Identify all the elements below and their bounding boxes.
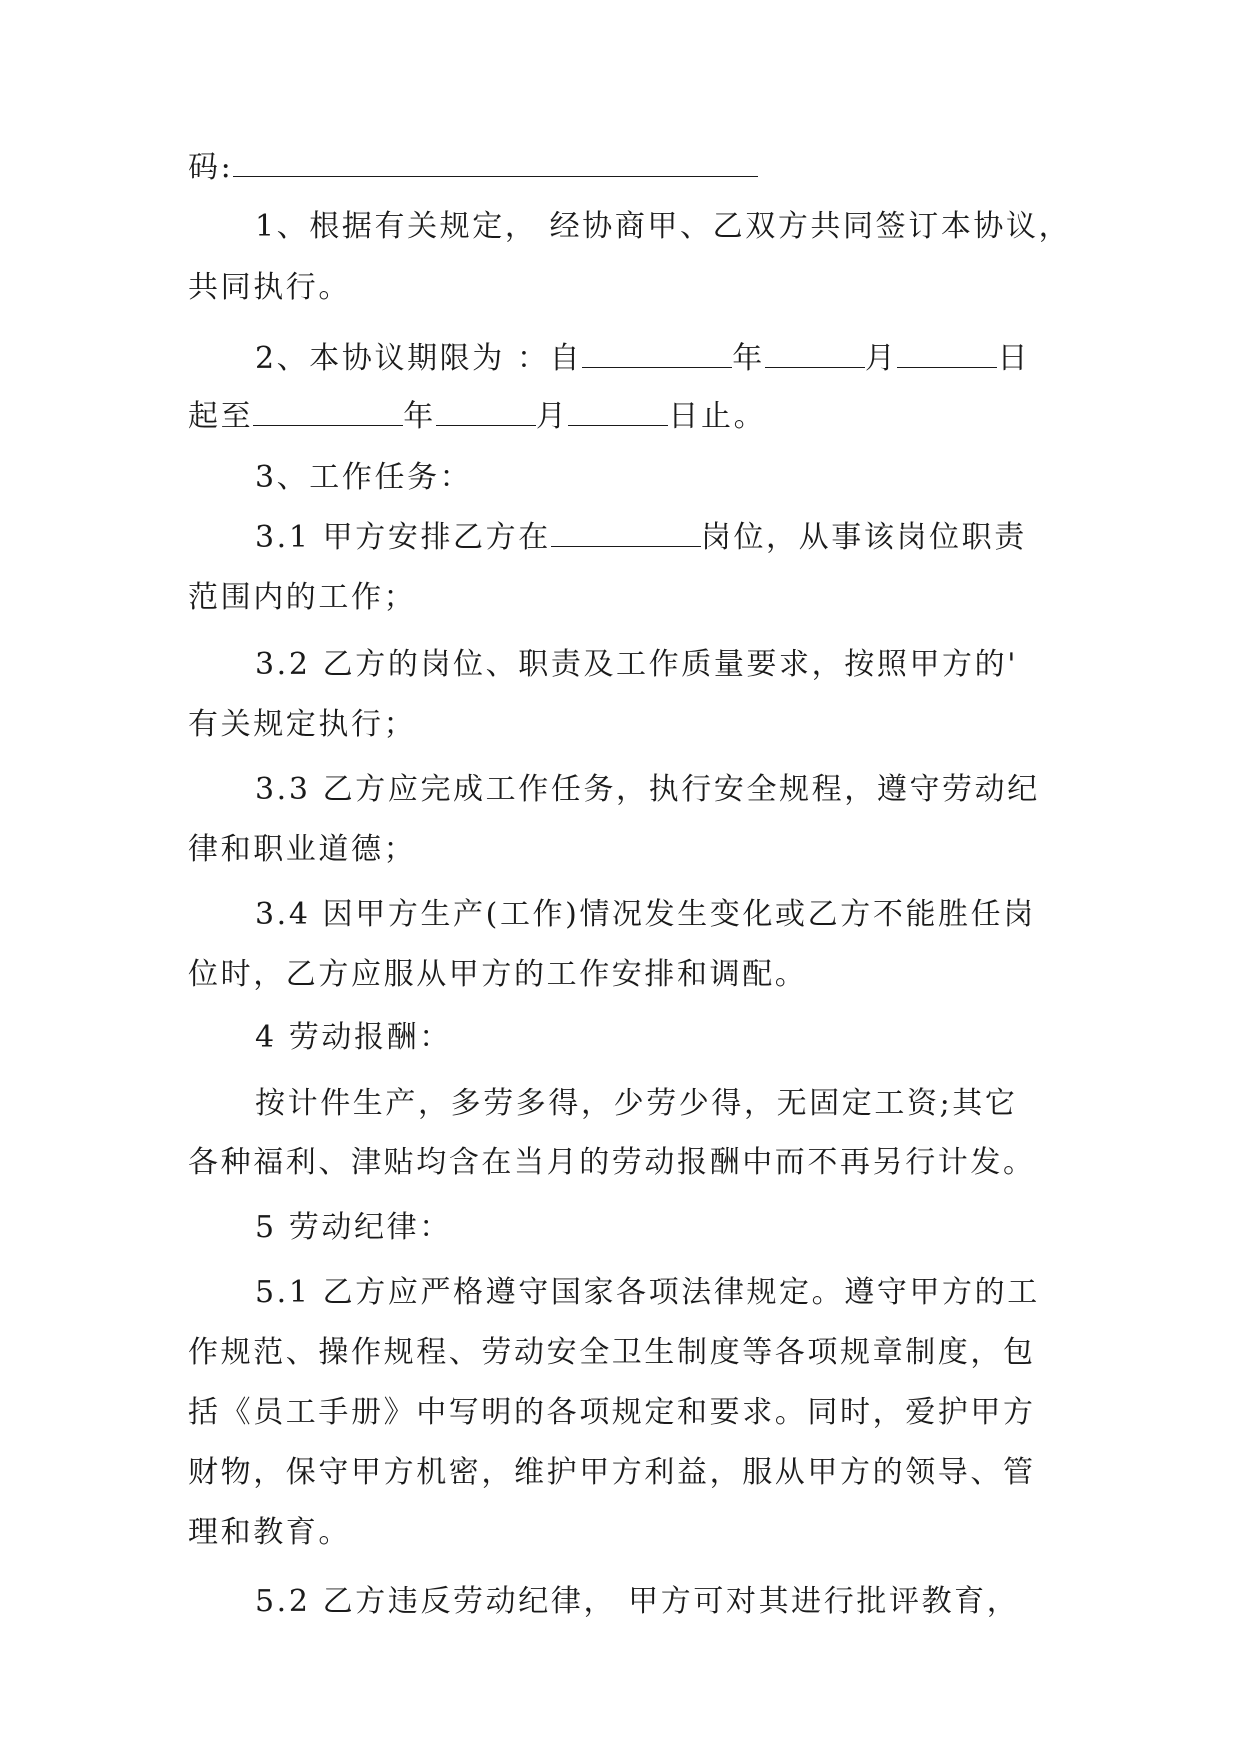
clause-4-line-1: 按计件生产，多劳多得，少劳少得，无固定工资;其它 <box>255 1086 1018 1121</box>
clause-5-1-line-2: 作规范、操作规程、劳动安全卫生制度等各项规章制度，包 <box>188 1335 1036 1370</box>
end-day-label: 日止。 <box>668 399 767 434</box>
start-day-blank <box>897 343 997 368</box>
clause-4-heading: 4 劳动报酬： <box>255 1020 452 1055</box>
clause-3-3-line-1: 3.3 乙方应完成工作任务，执行安全规程，遵守劳动纪 <box>255 772 1040 807</box>
end-day-blank <box>568 401 668 426</box>
position-blank <box>551 522 701 547</box>
day-label: 日 <box>997 341 1031 376</box>
end-month-label: 月 <box>535 399 569 434</box>
clause-3-1-line-1 <box>255 518 1027 558</box>
clause-3-4-line-2: 位时，乙方应服从甲方的工作安排和调配。 <box>188 957 808 992</box>
clause-5-1-line-4: 财物，保守甲方机密，维护甲方利益，服从甲方的领导、管 <box>188 1455 1036 1490</box>
start-month-blank <box>765 343 865 368</box>
clause-5-1-line-1: 5.1 乙方应严格遵守国家各项法律规定。遵守甲方的工 <box>255 1275 1040 1310</box>
clause-2-line-1 <box>255 339 1030 379</box>
code-blank-field <box>233 152 758 177</box>
clause-3-2-line-1: 3.2 乙方的岗位、职责及工作质量要求，按照甲方的' <box>255 647 1019 682</box>
clause-3-1-line-2: 范围内的工作； <box>188 580 417 615</box>
clause-5-2-line-1: 5.2 乙方违反劳动纪律， 甲方可对其进行批评教育， <box>255 1584 1020 1619</box>
year-label: 年 <box>732 341 765 376</box>
clause-5-1-line-5: 理和教育。 <box>188 1515 351 1550</box>
end-month-blank <box>436 401 536 426</box>
start-year-blank <box>582 343 732 368</box>
clause-1-line-2: 共同执行。 <box>188 270 351 305</box>
clause-3-1-lead: 3.1 甲方安排乙方在 <box>255 520 551 555</box>
clause-5-1-line-3: 括《员工手册》中写明的各项规定和要求。同时，爱护甲方 <box>188 1395 1036 1430</box>
clause-5-heading: 5 劳动纪律： <box>255 1210 452 1245</box>
end-year-label: 年 <box>403 399 436 434</box>
term-to-label: 起至 <box>188 399 254 434</box>
clause-3-3-line-2: 律和职业道德； <box>188 832 417 867</box>
term-from-label: 2、本协议期限为 ：自 <box>255 341 583 376</box>
end-year-blank <box>253 401 403 426</box>
month-label: 月 <box>864 341 898 376</box>
clause-4-line-2: 各种福利、津贴均含在当月的劳动报酬中而不再另行计发。 <box>188 1145 1036 1180</box>
clause-1-line-1: 1、根据有关规定， 经协商甲、乙双方共同签订本协议， <box>255 209 1072 244</box>
clause-3-2-line-2: 有关规定执行； <box>188 707 417 742</box>
code-label: 码: <box>188 150 234 185</box>
clause-3-heading: 3、工作任务： <box>255 460 473 495</box>
clause-3-4-line-1: 3.4 因甲方生产(工作)情况发生变化或乙方不能胜任岗 <box>255 897 1036 932</box>
code-line <box>188 148 758 188</box>
clause-3-1-tail: 岗位，从事该岗位职责 <box>700 520 1027 555</box>
clause-2-line-2 <box>188 397 766 437</box>
